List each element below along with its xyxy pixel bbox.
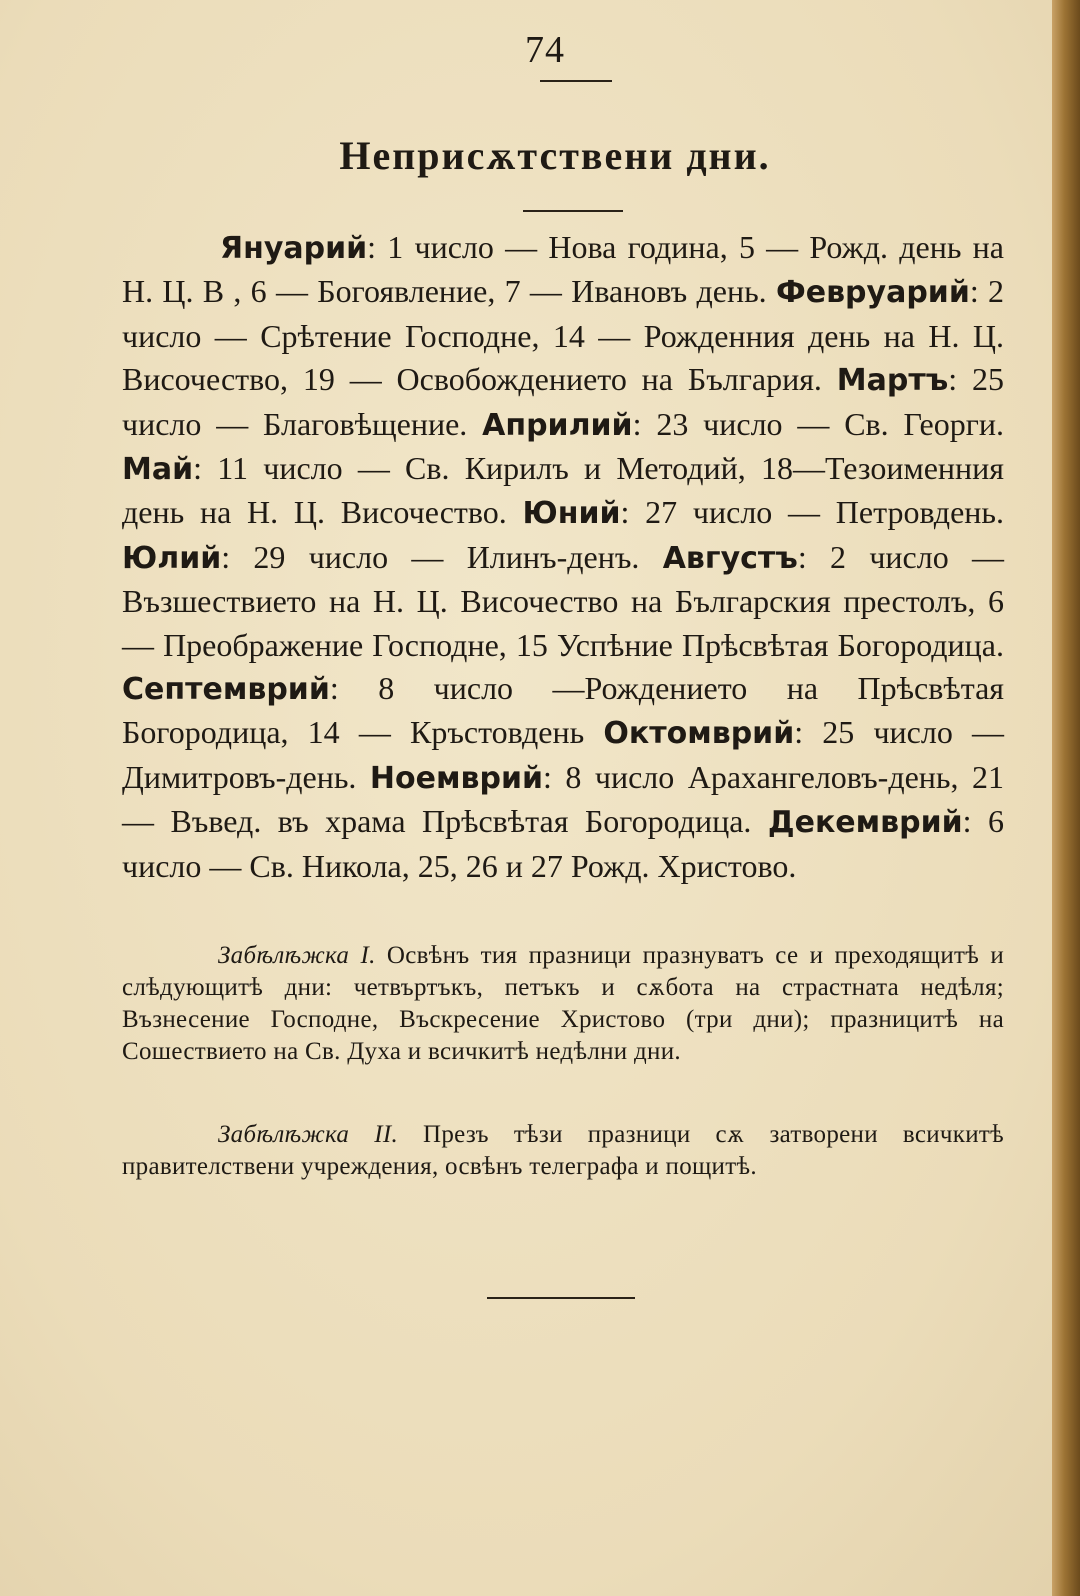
month-september: Септемврий [122, 672, 330, 708]
text-november: : 8 число Арахангеловъ-день, 21 — Въвед. въ храма Прѣсвѣтая Богородица. [122, 758, 1005, 840]
text-december: : 6 число — Св. Никола, 25, 26 и 27 Рожд. Христово. [122, 803, 1005, 884]
note-1-label: Забѣлѣжка I. [218, 942, 376, 969]
note-1 [122, 940, 1004, 1068]
page-number-rule [540, 80, 612, 82]
text-january: : 1 число — Нова година, 5 — Рожд. день на Н. Ц. В , 6 — Богоявление, 7 — Ивановъ день. [122, 229, 1004, 310]
text-june: : 27 число — Петровдень. [620, 494, 1005, 531]
text-august: : 2 число — Възшествието на Н. Ц. Височество на Българския престолъ, 6 — Преображение Господне, 15 Успѣние Прѣсвѣтая Богородица. [122, 538, 1005, 663]
page-number: 74 [525, 29, 565, 71]
month-may: Май [122, 452, 194, 488]
end-rule [487, 1297, 635, 1299]
month-april: Априлий [482, 407, 633, 443]
text-february: : 2 число — Срѣтение Господне, 14 — Рожденния день на Н. Ц. Височество, 19 — Освобождението на България. [122, 273, 1005, 398]
month-july: Юлий [122, 540, 222, 576]
month-december: Декемврий [767, 805, 963, 841]
month-january: Януарий [220, 231, 368, 266]
title-rule [523, 210, 623, 212]
book-spine-edge [1052, 0, 1080, 1596]
text-april: : 23 число — Св. Георги. [632, 405, 1005, 442]
note-2-text: Презъ тѣзи празници сѫ затворени всичкитѣ правителствени учреждения, освѣнъ телеграфа и пощитѣ. [122, 1121, 1005, 1180]
month-october: Октомврий [603, 716, 795, 752]
text-july: : 29 число — Илинъ-денъ. [221, 538, 663, 575]
month-march: Мартъ [836, 363, 949, 399]
note-2 [122, 1119, 1004, 1183]
text-may: : 11 число — Св. Кирилъ и Методий, 18—Тезоименния день на Н. Ц. Височество. [122, 450, 1004, 531]
note-2-label: Забѣлѣжка II. [218, 1121, 399, 1148]
month-february: Февруарий [775, 275, 970, 311]
month-november: Ноемврий [369, 760, 543, 796]
note-1-text: Освѣнъ тия празници празнуватъ се и преходящитѣ и слѣдующитѣ дни: четвъртъкъ, петъкъ и сѫбота на страстната недѣля; Възнесение Господне, Въскресение Христово (три дни); празницитѣ на Сошествието на Св. Духа и всичкитѣ недѣлни дни. [122, 942, 1005, 1065]
text-september: : 8 число —Рождението на Прѣсвѣтая Богородица, 14 — Кръстовдень [122, 670, 1004, 751]
month-june: Юний [522, 496, 621, 532]
text-march: : 25 число — Благовѣщение. [122, 361, 1005, 442]
month-august: Августъ [662, 540, 798, 576]
text-october: : 25 число — Димитровъ-день. [122, 714, 1005, 795]
holiday-paragraph [122, 226, 1004, 888]
page-title: Неприсѫтствени дни. [339, 133, 771, 178]
